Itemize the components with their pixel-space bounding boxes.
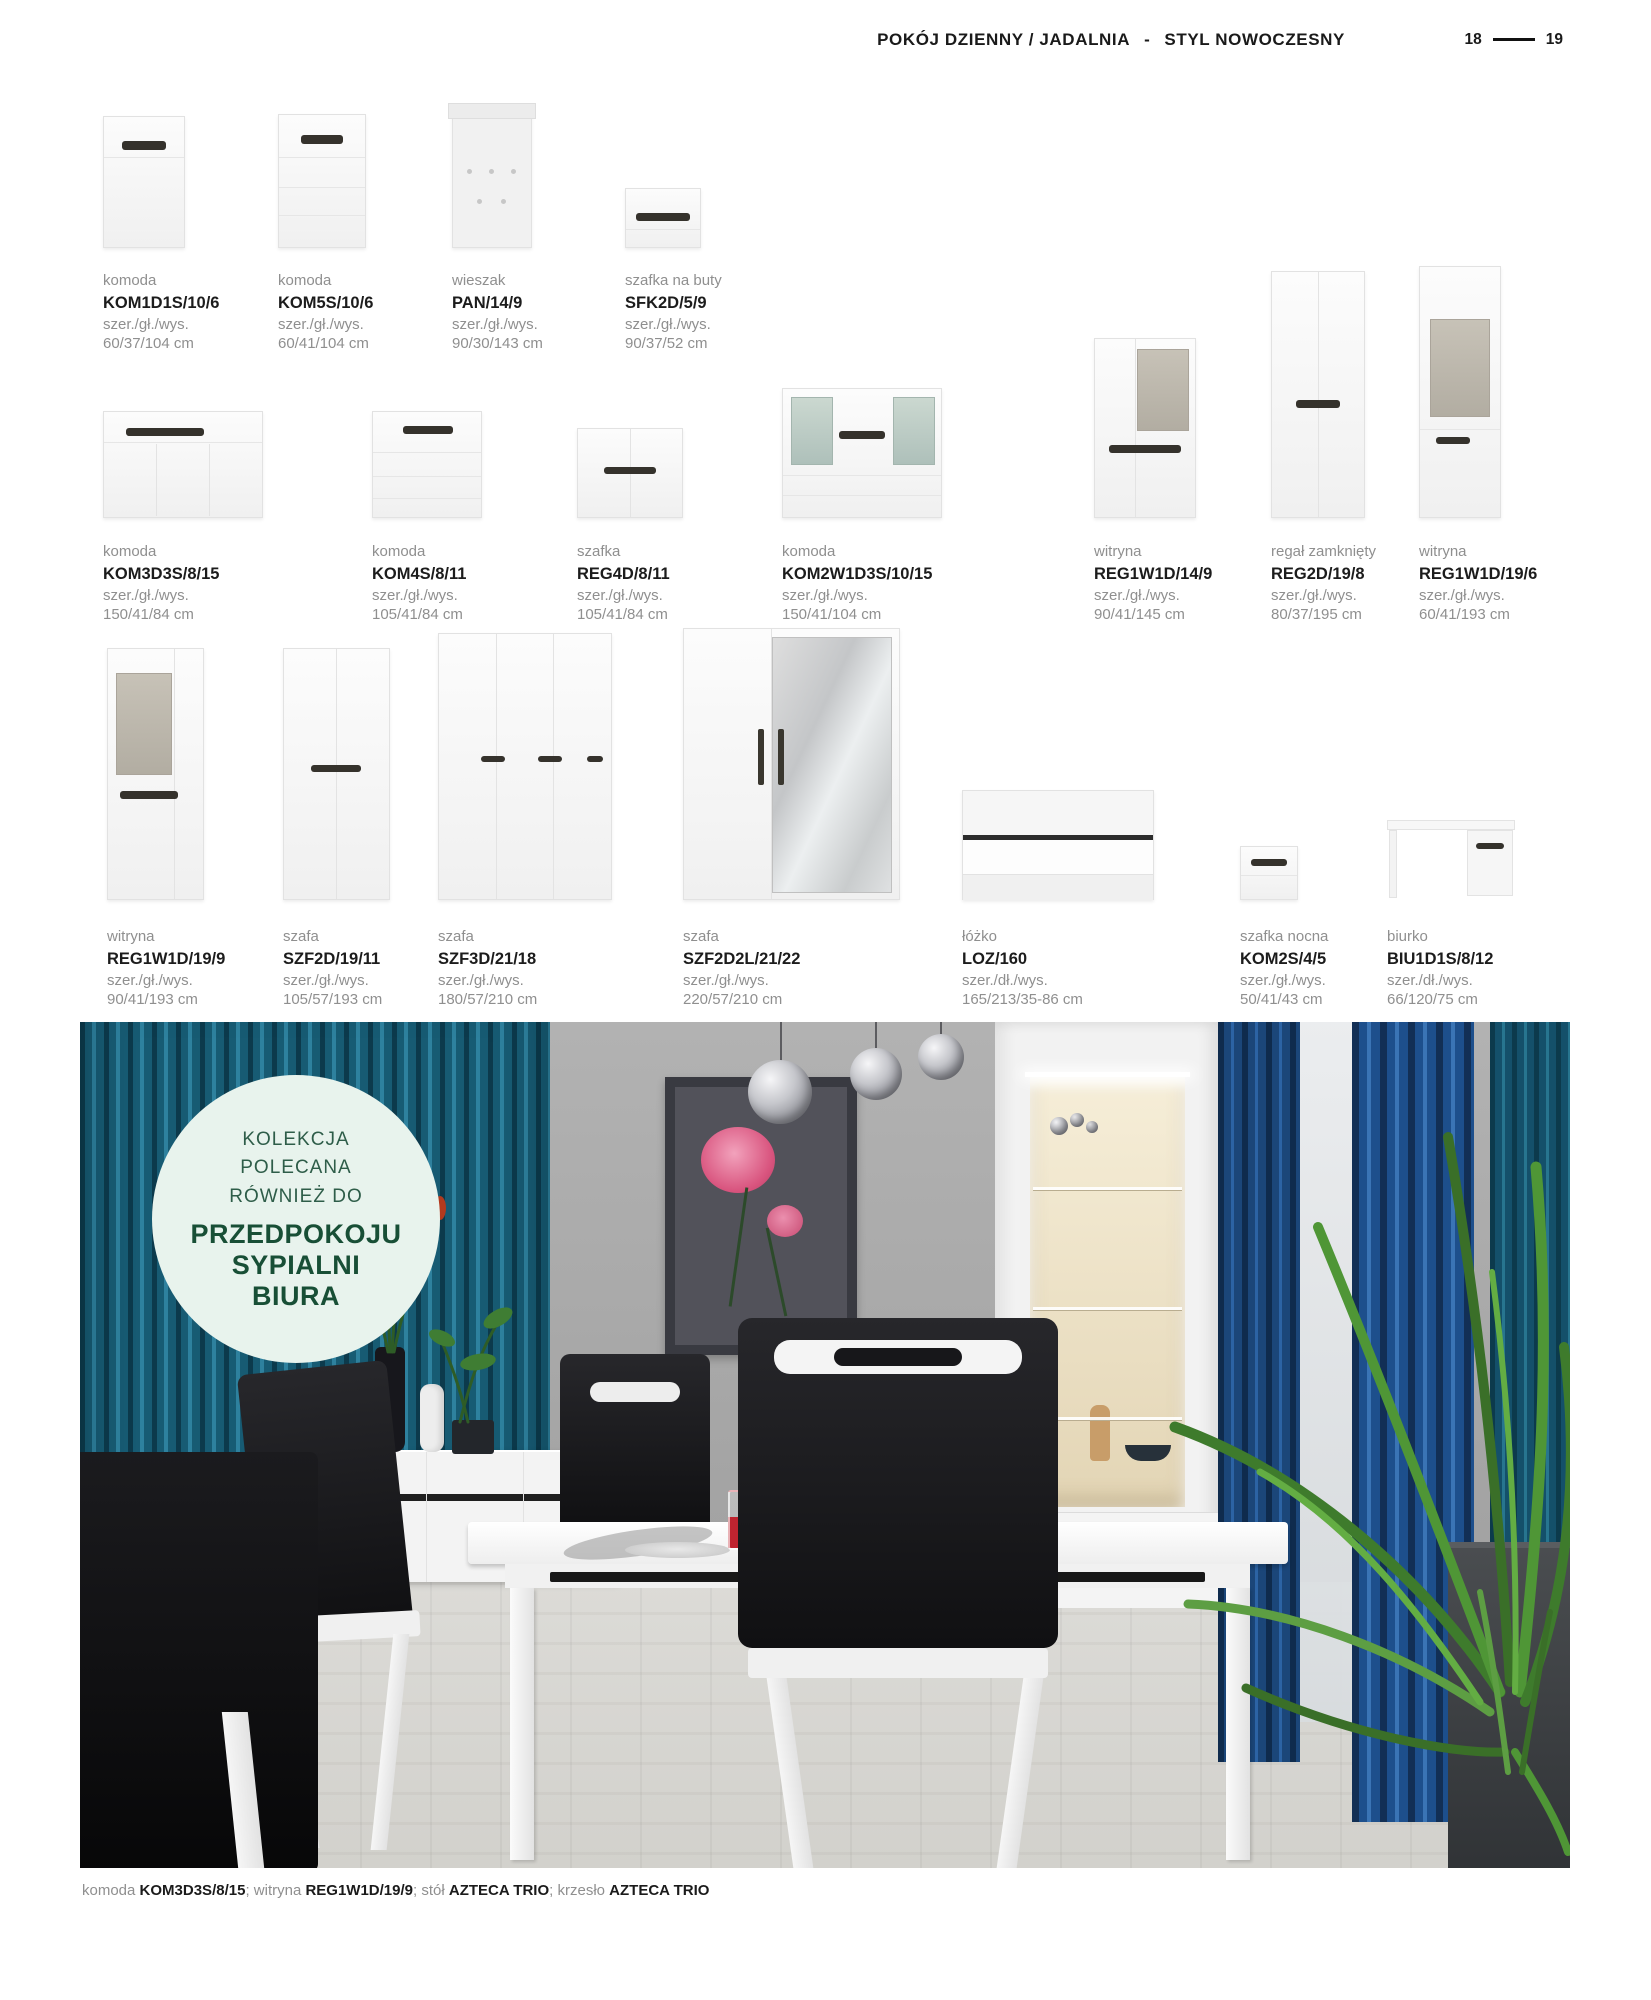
badge-line-bold: SYPIALNI [231, 1250, 361, 1281]
product-thumbnail [782, 388, 942, 518]
product-code: SFK2D/5/9 [625, 293, 707, 312]
product-code: REG1W1D/19/9 [107, 949, 226, 968]
product-dimensions-label: szer./gł./wys. [1240, 972, 1326, 990]
product-size: 90/41/193 cm [107, 991, 198, 1009]
product-code: KOM5S/10/6 [278, 293, 374, 312]
product-name: komoda [103, 543, 157, 560]
product-dimensions-label: szer./gł./wys. [372, 587, 458, 605]
flower-picture [665, 1077, 857, 1355]
product-size: 105/41/84 cm [577, 606, 668, 624]
product-thumbnail [1271, 271, 1365, 518]
product-name: witryna [1419, 543, 1467, 560]
product-size: 90/41/145 cm [1094, 606, 1185, 624]
poppy-flower [701, 1127, 775, 1193]
desk-top [1387, 820, 1515, 830]
product-size: 90/30/143 cm [452, 335, 543, 353]
product-thumbnail [107, 648, 204, 900]
cabinet-handle [604, 467, 656, 474]
plate [625, 1542, 730, 1558]
product-thumbnail [625, 188, 701, 248]
caption-text: ; krzesło [549, 1882, 610, 1899]
cabinet-handle [120, 791, 178, 799]
product-dimensions-label: szer./gł./wys. [1419, 587, 1505, 605]
cabinet-handle [481, 756, 505, 762]
product-code: REG2D/19/8 [1271, 564, 1365, 583]
product-thumbnail [577, 428, 683, 518]
bed-footboard [963, 874, 1153, 900]
product-size: 150/41/84 cm [103, 606, 194, 624]
product-name: szafa [683, 928, 719, 945]
header-title-separator: - [1144, 30, 1151, 49]
product-size: 50/41/43 cm [1240, 991, 1323, 1009]
product-size: 105/57/193 cm [283, 991, 383, 1009]
caption-text: komoda [82, 1882, 140, 1899]
cabinet-handle [1436, 437, 1470, 444]
product-thumbnail [1240, 846, 1298, 900]
desk-pedestal [1467, 830, 1513, 896]
glass-door [791, 397, 833, 465]
product-size: 66/120/75 cm [1387, 991, 1478, 1009]
product-code: KOM2W1D3S/10/15 [782, 564, 933, 583]
product-dimensions-label: szer./dł./wys. [962, 972, 1048, 990]
collection-badge [152, 1075, 440, 1363]
product-dimensions-label: szer./gł./wys. [103, 316, 189, 334]
cabinet-handle [758, 729, 764, 785]
lamp-rod [875, 1022, 877, 1050]
product-name: szafka [577, 543, 621, 560]
product-card [103, 258, 283, 625]
cabinet-handle [538, 756, 562, 762]
cabinet-handle [839, 431, 885, 439]
product-code: BIU1D1S/8/12 [1387, 949, 1494, 968]
lamp-rod [780, 1022, 782, 1062]
header-title [877, 30, 1345, 50]
product-dimensions-label: szer./gł./wys. [438, 972, 524, 990]
cabinet-handle [1251, 859, 1287, 866]
product-dimensions-label: szer./gł./wys. [452, 316, 538, 334]
product-name: komoda [103, 272, 157, 289]
page-numbers [1465, 31, 1564, 49]
product-dimensions-label: szer./gł./wys. [683, 972, 769, 990]
cabinet-handle [311, 765, 361, 772]
poppy-bud [767, 1205, 803, 1237]
product-code: SZF3D/21/18 [438, 949, 537, 968]
product-thumbnail [283, 648, 390, 900]
pendant-lamp [850, 1048, 902, 1100]
product-name: biurko [1387, 928, 1428, 945]
product-dimensions-label: szer./gł./wys. [107, 972, 193, 990]
product-name: wieszak [452, 272, 506, 289]
product-dimensions-label: szer./gł./wys. [625, 316, 711, 334]
product-card [438, 620, 638, 1010]
product-thumbnail [438, 633, 612, 900]
product-name: szafa [283, 928, 319, 945]
product-thumbnail [372, 411, 482, 518]
product-thumbnail [1387, 820, 1515, 900]
dining-chair-front [738, 1318, 1058, 1648]
product-name: szafa [438, 928, 474, 945]
product-code: KOM3D3S/8/15 [103, 564, 220, 583]
cabinet-handle [1296, 400, 1340, 408]
product-code: SZF2D/19/11 [283, 949, 381, 968]
product-card [283, 620, 433, 1010]
product-code: KOM4S/8/11 [372, 564, 467, 583]
product-size: 90/37/52 cm [625, 335, 708, 353]
product-dimensions-label: szer./gł./wys. [577, 587, 663, 605]
product-size: 220/57/210 cm [683, 991, 783, 1009]
product-name: łóżko [962, 928, 998, 945]
product-card [1271, 258, 1421, 625]
product-code: KOM1D1S/10/6 [103, 293, 220, 312]
cabinet-handle [1109, 445, 1181, 453]
product-name: komoda [278, 272, 332, 289]
product-code: SZF2D2L/21/22 [683, 949, 801, 968]
badge-line-bold: PRZEDPOKOJU [190, 1219, 402, 1250]
glass-door [893, 397, 935, 465]
product-card [1419, 258, 1589, 625]
cabinet-handle [636, 213, 690, 221]
product-thumbnail [103, 116, 185, 248]
desk-leg [1389, 830, 1397, 898]
product-size: 165/213/35-86 cm [962, 991, 1083, 1009]
photo-caption [82, 1882, 709, 1899]
glass-door [1137, 349, 1189, 431]
pendant-lamp [748, 1060, 812, 1124]
cabinet-handle [587, 756, 603, 762]
product-card [962, 620, 1172, 1010]
header-title-right: STYL NOWOCZESNY [1164, 30, 1345, 49]
product-code: KOM2S/4/5 [1240, 949, 1327, 968]
product-card [372, 258, 542, 625]
product-card [1387, 620, 1587, 1010]
page-separator-line [1493, 38, 1535, 41]
caption-text: ; witryna [245, 1882, 306, 1899]
product-code: PAN/14/9 [452, 293, 523, 312]
product-dimensions-label: szer./gł./wys. [1094, 587, 1180, 605]
product-dimensions-label: szer./gł./wys. [278, 316, 364, 334]
pendant-lamp [918, 1034, 964, 1080]
product-card [782, 258, 982, 625]
product-thumbnail [1094, 338, 1196, 518]
product-size: 60/41/193 cm [1419, 606, 1510, 624]
table-leg [510, 1588, 534, 1860]
product-thumbnail [962, 790, 1154, 900]
glass-door [1430, 319, 1490, 417]
caption-product-code: AZTECA TRIO [448, 1882, 550, 1899]
product-name: szafka na buty [625, 272, 722, 289]
decor-vase [1090, 1405, 1110, 1461]
caption-product-code: REG1W1D/19/9 [305, 1882, 413, 1899]
palm-plant [1120, 1052, 1570, 1868]
product-size: 180/57/210 cm [438, 991, 538, 1009]
page-number-left: 18 [1464, 31, 1482, 48]
badge-line-bold: BIURA [252, 1281, 340, 1312]
product-name: komoda [782, 543, 836, 560]
product-size: 60/41/104 cm [278, 335, 369, 353]
product-thumbnail [452, 104, 532, 248]
product-size: 80/37/195 cm [1271, 606, 1362, 624]
page-number-right: 19 [1545, 31, 1563, 48]
product-code: REG1W1D/14/9 [1094, 564, 1213, 583]
dining-chair [560, 1354, 710, 1526]
product-name: witryna [1094, 543, 1142, 560]
bed-headboard [963, 791, 1153, 836]
product-dimensions-label: szer./gł./wys. [283, 972, 369, 990]
chair-seat-frame [748, 1648, 1048, 1678]
product-thumbnail [103, 411, 263, 518]
product-card [683, 620, 913, 1010]
foreground-chair [80, 1452, 318, 1868]
caption-product-code: AZTECA TRIO [609, 1882, 710, 1899]
product-name: regał zamknięty [1271, 543, 1377, 560]
product-dimensions-label: szer./dł./wys. [1387, 972, 1473, 990]
product-name: szafka nocna [1240, 928, 1329, 945]
product-card [1240, 620, 1380, 1010]
mirror-door [772, 637, 892, 893]
product-thumbnail [1419, 266, 1501, 518]
page-header [0, 28, 1651, 58]
product-card [1094, 258, 1254, 625]
product-size: 105/41/84 cm [372, 606, 463, 624]
cabinet-handle [122, 141, 166, 150]
caption-product-code: KOM3D3S/8/15 [139, 1882, 246, 1899]
badge-line: RÓWNIEŻ DO [229, 1185, 363, 1207]
product-dimensions-label: szer./gł./wys. [1271, 587, 1357, 605]
product-thumbnail [683, 628, 900, 900]
product-size: 150/41/104 cm [782, 606, 882, 624]
cabinet-handle [301, 135, 343, 144]
product-thumbnail [278, 114, 366, 248]
product-code: REG4D/8/11 [577, 564, 670, 583]
product-code: REG1W1D/19/6 [1419, 564, 1538, 583]
caption-text: ; stół [413, 1882, 449, 1899]
product-dimensions-label: szer./gł./wys. [782, 587, 868, 605]
cabinet-handle [778, 729, 784, 785]
hanger-shelf [448, 103, 536, 119]
glass-door [116, 673, 172, 775]
product-name: witryna [107, 928, 155, 945]
product-dimensions-label: szer./gł./wys. [103, 587, 189, 605]
product-name: komoda [372, 543, 426, 560]
badge-line: KOLEKCJA [242, 1128, 350, 1150]
bed-frame [963, 840, 1153, 874]
product-card [577, 258, 747, 625]
cabinet-handle [126, 428, 204, 436]
product-code: LOZ/160 [962, 949, 1028, 968]
product-size: 60/37/104 cm [103, 335, 194, 353]
header-title-left: POKÓJ DZIENNY / JADALNIA [877, 30, 1131, 49]
room-photo [80, 1022, 1570, 1868]
cabinet-handle [1476, 843, 1504, 849]
badge-line: POLECANA [240, 1157, 352, 1179]
product-card [107, 620, 267, 1010]
cabinet-handle [403, 426, 453, 434]
